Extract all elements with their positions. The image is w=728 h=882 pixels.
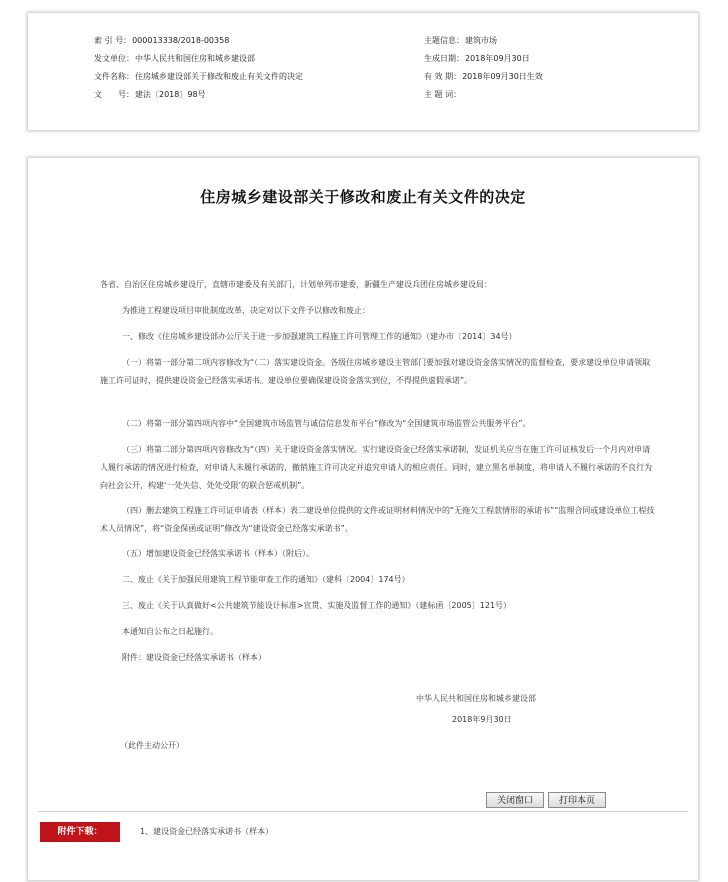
document-intro: 为推进工程建设项目审批制度改革，决定对以下文件予以修改和废止： — [122, 306, 370, 315]
meta-value: 2018年09月30日 — [465, 54, 530, 63]
meta-label: 索 引 号： — [94, 36, 132, 45]
document-panel — [27, 157, 699, 881]
document-item-2: 二、废止《关于加强民用建筑工程节能审查工作的通知》（建科〔2004〕174号） — [122, 575, 410, 584]
meta-label: 主 题 词： — [424, 90, 462, 99]
meta-value: 建法〔2018〕98号 — [135, 90, 206, 99]
meta-validity — [424, 72, 543, 82]
document-effective: 本通知自公布之日起施行。 — [122, 627, 218, 636]
meta-created — [424, 54, 530, 64]
meta-value: 2018年09月30日生效 — [462, 72, 543, 81]
document-item-1-3: （三）将第二部分第四项内容修改为“（四）关于建设资金落实情况。实行建设资金已经落实承诺制，发证机关应当在施工许可证核发后一个月内对申请人履行承诺的情况进行检查，对申请人未履行承诺的，撤销施工许可决定并追究申请人的相应责任。同时，建立黑名单制度，将申请人不履行承诺的不良行为向社会公开，构建‘一处失信、处处受限’的联合惩戒机制”。 — [100, 445, 652, 490]
close-window-button[interactable]: 关闭窗口 — [486, 792, 544, 808]
document-title: 住房城乡建设部关于修改和废止有关文件的决定 — [200, 188, 526, 206]
divider — [38, 811, 688, 812]
meta-value: 住房城乡建设部关于修改和废止有关文件的决定 — [135, 72, 303, 81]
document-signer: 中华人民共和国住房和城乡建设部 — [416, 694, 536, 703]
meta-topic — [424, 36, 497, 46]
document-item-1-1: （一）将第一部分第二项内容修改为“（二）落实建设资金。各级住房城乡建设主管部门要加强对建设资金落实情况的监督检查，要求建设单位申请领取施工许可证时，提供建设资金已经落实承诺书。建设单位要确保建设资金落实到位，不得提供虚假承诺”。 — [100, 358, 651, 385]
document-item-1-2: （二）将第一部分第四项内容中“全国建筑市场监管与诚信信息发布平台”修改为“全国建筑市场监管公共服务平台”。 — [122, 419, 531, 428]
document-item-3: 三、废止《关于认真做好<公共建筑节能设计标准>宣贯、实施及监督工作的通知》（建标函〔2005〕121号） — [122, 601, 512, 610]
meta-index-no — [94, 36, 229, 46]
meta-label: 生成日期： — [424, 54, 464, 63]
meta-keywords — [424, 90, 462, 100]
meta-issuer — [94, 54, 255, 64]
document-item-1: 一、修改《住房城乡建设部办公厅关于进一步加强建筑工程施工许可管理工作的通知》（建办市〔2014〕34号） — [122, 332, 517, 341]
document-sign-date: 2018年9月30日 — [452, 715, 512, 724]
meta-label: 文件名称： — [94, 72, 134, 81]
metadata-panel — [27, 12, 699, 131]
meta-value: 000013338/2018-00358 — [132, 36, 230, 45]
meta-label: 主题信息： — [424, 36, 464, 45]
meta-label: 发文单位： — [94, 54, 134, 63]
document-item-1-5: （五）增加建设资金已经落实承诺书（样本）（附后）。 — [122, 549, 314, 558]
meta-doc-name — [94, 72, 303, 82]
meta-label: 文 号： — [94, 90, 134, 99]
document-attachment-note: 附件：建设资金已经落实承诺书（样本） — [122, 653, 266, 662]
meta-value: 建筑市场 — [465, 36, 497, 45]
attachment-link[interactable]: 1、建设资金已经落实承诺书（样本） — [140, 827, 274, 836]
document-salutation: 各省、自治区住房城乡建设厅，直辖市建委及有关部门，计划单列市建委，新疆生产建设兵团住房城乡建设局： — [100, 280, 492, 289]
attachment-download-label: 附件下载： — [40, 822, 120, 842]
print-page-button[interactable]: 打印本页 — [548, 792, 606, 808]
meta-label: 有 效 期： — [424, 72, 462, 81]
meta-doc-no — [94, 90, 206, 100]
meta-value: 中华人民共和国住房和城乡建设部 — [135, 54, 255, 63]
document-item-1-4: （四）删去建筑工程施工许可证申请表（样本）表二建设单位提供的文件或证明材料情况中的“无拖欠工程款情形的承诺书”“监理合同或建设单位工程技术人员情况”，将“资金保函或证明”修改为“建设资金已经落实承诺书”。 — [100, 506, 655, 533]
document-note: （此件主动公开） — [120, 741, 184, 750]
